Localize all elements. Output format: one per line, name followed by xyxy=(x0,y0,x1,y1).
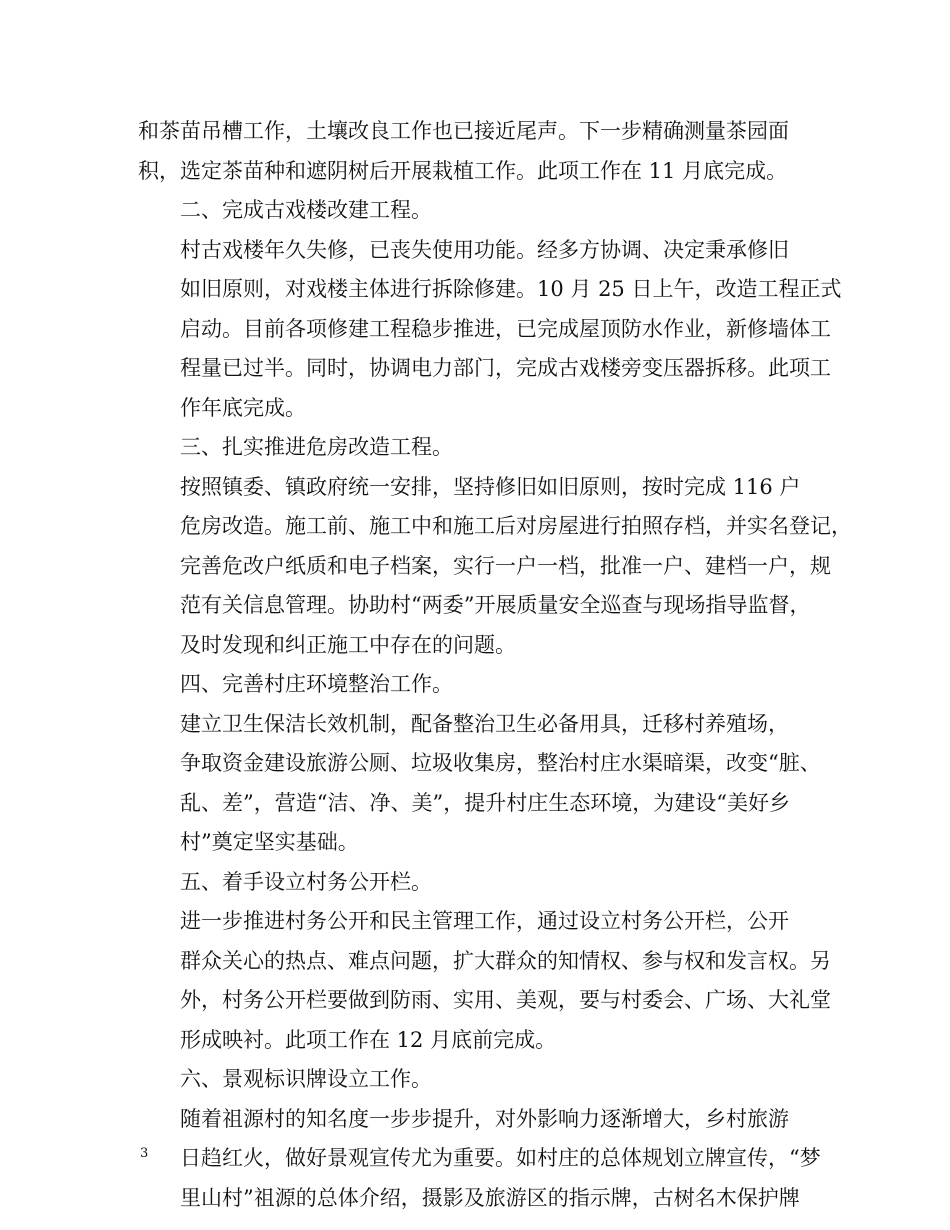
text-line: 进一步推进村务公开和民主管理工作，通过设立村务公开栏，公开 xyxy=(180,909,789,933)
document-body xyxy=(138,112,852,1218)
text-line: 范有关信息管理。协助村“两委”开展质量安全巡查与现场指导监督， xyxy=(180,593,811,617)
text-line: 六、景观标识牌设立工作。 xyxy=(180,1067,432,1091)
text-line: 建立卫生保洁长效机制，配备整治卫生必备用具，迁移村养殖场， xyxy=(180,711,789,736)
page-number: 3 xyxy=(140,1146,149,1161)
text-line: 外，村务公开栏要做到防雨、实用、美观，要与村委会、广场、大礼堂 xyxy=(180,988,831,1012)
text-line: 危房改造。施工前、施工中和施工后对房屋进行拍照存档，并实名登记， xyxy=(180,514,852,538)
section-heading xyxy=(138,863,814,903)
text-line: 村”奠定坚实基础。 xyxy=(180,830,359,854)
body-paragraph xyxy=(138,1100,821,1219)
text-line: 如旧原则，对戏楼主体进行拆除修建。10 月 25 日上午，改造工程正式 xyxy=(180,277,842,301)
section-heading xyxy=(138,428,814,468)
text-line: 四、完善村庄环境整治工作。 xyxy=(180,672,453,696)
text-line: 作年底完成。 xyxy=(180,395,306,420)
text-line: 完善危改户纸质和电子档案，实行一户一档，批准一户、建档一户，规 xyxy=(180,553,831,578)
section-heading xyxy=(138,1060,814,1100)
text-line: 三、扎实推进危房改造工程。 xyxy=(180,435,453,459)
section-heading xyxy=(138,191,814,231)
text-line: 争取资金建设旅游公厕、垃圾收集房，整治村庄水渠暗渠，改变“脏、 xyxy=(180,751,821,775)
section-heading xyxy=(138,665,814,705)
text-line: 二、完成古戏楼改建工程。 xyxy=(180,198,432,222)
text-line: 村古戏楼年久失修，已丧失使用功能。经多方协调、决定秉承修旧 xyxy=(180,237,789,262)
text-line: 积，选定茶苗种和遮阴树后开展栽植工作。此项工作在 11 月底完成。 xyxy=(138,158,788,183)
body-paragraph xyxy=(138,231,842,429)
body-paragraph xyxy=(138,468,852,666)
text-line: 日趋红火，做好景观宣传尤为重要。如村庄的总体规划立牌宣传，“梦 xyxy=(180,1146,821,1170)
text-line: 形成映衬。此项工作在 12 月底前完成。 xyxy=(180,1027,557,1052)
text-line: 群众关心的热点、难点问题，扩大群众的知情权、参与权和发言权。另 xyxy=(180,948,831,973)
body-paragraph xyxy=(138,112,814,191)
text-line: 程量已过半。同时，协调电力部门，完成古戏楼旁变压器拆移。此项工 xyxy=(180,356,831,380)
text-line: 五、着手设立村务公开栏。 xyxy=(180,869,432,894)
text-line: 乱、差”，营造“洁、净、美”，提升村庄生态环境，为建设“美好乡 xyxy=(180,790,790,815)
text-line: 里山村”祖源的总体介绍，摄影及旅游区的指示牌，古树名木保护牌 xyxy=(180,1185,800,1210)
body-paragraph xyxy=(138,705,821,863)
text-line: 及时发现和纠正施工中存在的问题。 xyxy=(180,632,516,657)
text-line: 和茶苗吊槽工作，土壤改良工作也已接近尾声。下一步精确测量茶园面 xyxy=(138,119,789,143)
body-paragraph xyxy=(138,902,831,1060)
text-line: 启动。目前各项修建工程稳步推进，已完成屋顶防水作业，新修墙体工 xyxy=(180,316,831,341)
text-line: 随着祖源村的知名度一步步提升，对外影响力逐渐增大，乡村旅游 xyxy=(180,1106,789,1131)
text-line: 按照镇委、镇政府统一安排，坚持修旧如旧原则，按时完成 116 户 xyxy=(180,474,801,499)
